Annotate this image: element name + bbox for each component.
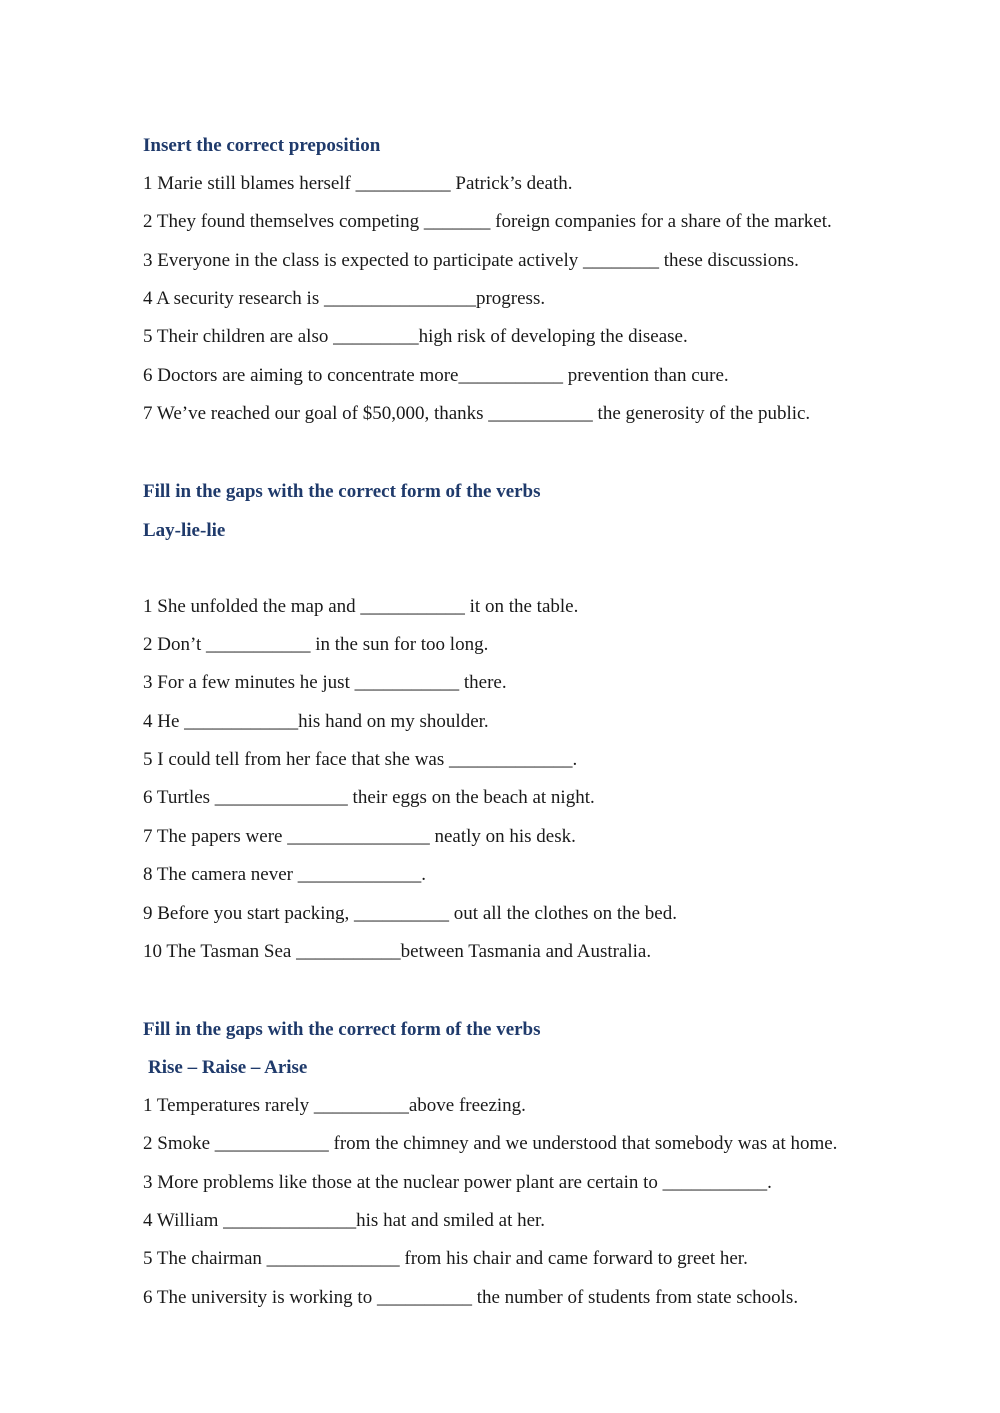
section3-subtitle: Rise – Raise – Arise [148, 1057, 308, 1078]
section2-item-7: 7 The papers were _______________ neatly on his desk. [143, 826, 576, 847]
section3-item-3: 3 More problems like those at the nuclear power plant are certain to ___________. [143, 1172, 772, 1193]
section2-item-9: 9 Before you start packing, __________ out all the clothes on the bed. [143, 903, 677, 924]
section2-item-3: 3 For a few minutes he just ___________ there. [143, 672, 507, 693]
section1-item-5: 5 Their children are also _________high risk of developing the disease. [143, 326, 688, 347]
section3-item-5: 5 The chairman ______________ from his chair and came forward to greet her. [143, 1248, 748, 1269]
section1-item-7: 7 We’ve reached our goal of $50,000, thanks ___________ the generosity of the public. [143, 403, 811, 424]
section2-item-4: 4 He ____________his hand on my shoulder. [143, 711, 489, 732]
section2-item-1: 1 She unfolded the map and ___________ it on the table. [143, 596, 579, 617]
section1-title: Insert the correct preposition [143, 135, 381, 156]
section1-item-3: 3 Everyone in the class is expected to participate actively ________ these discussions. [143, 250, 799, 271]
section3-item-1: 1 Temperatures rarely __________above freezing. [143, 1095, 526, 1116]
section2-item-6: 6 Turtles ______________ their eggs on the beach at night. [143, 787, 595, 808]
section2-item-8: 8 The camera never _____________. [143, 864, 426, 885]
section2-item-5: 5 I could tell from her face that she was _____________. [143, 749, 578, 770]
section1-item-1: 1 Marie still blames herself __________ Patrick’s death. [143, 173, 573, 194]
section2-item-10: 10 The Tasman Sea ___________between Tasmania and Australia. [143, 941, 652, 962]
section3-item-6: 6 The university is working to __________ the number of students from state schools. [143, 1287, 799, 1308]
section2-item-2: 2 Don’t ___________ in the sun for too long. [143, 634, 489, 655]
section3-title: Fill in the gaps with the correct form of the verbs [143, 1019, 541, 1040]
section2-title: Fill in the gaps with the correct form of the verbs [143, 481, 541, 502]
section2-subtitle: Lay-lie-lie [143, 520, 226, 541]
section1-item-2: 2 They found themselves competing _______ foreign companies for a share of the market. [143, 211, 832, 232]
section1-item-4: 4 A security research is ________________progress. [143, 288, 546, 309]
section3-item-2: 2 Smoke ____________ from the chimney and we understood that somebody was at home. [143, 1133, 838, 1154]
section1-item-6: 6 Doctors are aiming to concentrate more___________ prevention than cure. [143, 365, 729, 386]
section3-item-4: 4 William ______________his hat and smiled at her. [143, 1210, 546, 1231]
